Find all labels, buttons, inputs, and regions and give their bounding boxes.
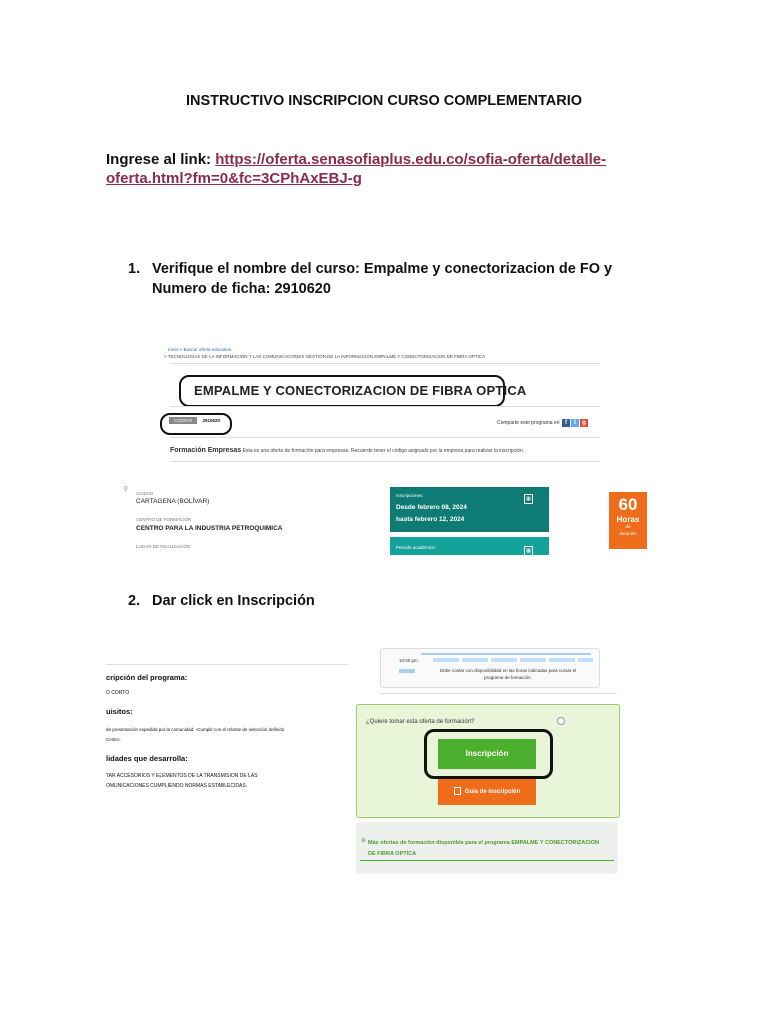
calendar-icon: ▦ bbox=[524, 546, 533, 555]
divider bbox=[106, 664, 348, 665]
habilidades-text-2: OMUNICACIONES CUMPLIENDO NORMAS ESTABLECIDAS. bbox=[106, 783, 248, 789]
ciudad-value: CARTAGENA (BOLÍVAR) bbox=[136, 498, 210, 505]
breadcrumb[interactable]: Inicio > Buscar oferta educativa bbox=[168, 347, 231, 352]
share-label: Comparte este programa en bbox=[497, 420, 560, 426]
guia-inscripcion-button[interactable] bbox=[438, 779, 536, 805]
code-badge bbox=[169, 417, 220, 424]
horas-number: 60 bbox=[618, 495, 638, 514]
breadcrumb-path: > TECNOLOGÍAS DE LA INFORMACIÓN Y LAS COMUNICACIONES GESTIÓN DE LA INFORMACIÓN EMPALME Y CONECTORIZACION DE FIBRA OPTICA bbox=[164, 354, 486, 359]
course-info-screenshot bbox=[120, 485, 660, 555]
link-paragraph bbox=[106, 150, 666, 188]
divider bbox=[170, 406, 600, 407]
location-pin-icon: ⚲ bbox=[123, 486, 129, 493]
schedule-slots bbox=[433, 658, 593, 662]
horas-label: Horas bbox=[616, 515, 640, 524]
step-2-text: Dar click en Inscripción bbox=[152, 593, 315, 609]
more-offers-link[interactable]: Más ofertas de formación disponible para el programa EMPALME Y CONECTORIZACION DE FIBRA OPTICA bbox=[368, 840, 599, 857]
step-2 bbox=[128, 591, 652, 611]
schedule-note: Debe contar con disponibilidad en las horas indicadas para cursar el programa de formación. bbox=[439, 668, 577, 680]
lugar-label: LUGAR DE REALIZACIÓN bbox=[136, 544, 191, 549]
more-offers-box bbox=[356, 822, 618, 874]
schedule-panel bbox=[380, 648, 600, 688]
ciudad-label: CIUDAD bbox=[136, 491, 154, 496]
periodo-label: Periodo académico: bbox=[396, 545, 436, 550]
centro-value: CENTRO PARA LA INDUSTRIA PETROQUIMICA bbox=[136, 525, 283, 532]
formacion-title: Formación Empresas bbox=[170, 447, 242, 454]
descripcion-heading: cripción del programa: bbox=[106, 673, 188, 682]
schedule-time: 10:00 pm bbox=[399, 658, 418, 663]
code-value: 2910620 bbox=[202, 418, 221, 423]
centro-label: CENTRO DE FORMACIÓN bbox=[136, 517, 192, 522]
twitter-icon[interactable]: t bbox=[571, 419, 579, 427]
step-1-number: 1. bbox=[128, 261, 141, 277]
schedule-bar bbox=[421, 653, 591, 655]
document-icon bbox=[454, 787, 461, 795]
formacion-text: Esta es una oferta de formación para empresas. Recuerde tener el código asignado por la empresa para realizar la inscripción. bbox=[241, 448, 525, 454]
divider bbox=[360, 860, 614, 861]
divider bbox=[170, 437, 600, 438]
periodo-box bbox=[390, 537, 549, 555]
step-1 bbox=[128, 259, 652, 299]
program-description-screenshot bbox=[106, 665, 356, 805]
duracion-badge bbox=[609, 492, 647, 549]
inscripcion-button[interactable]: Inscripción bbox=[438, 739, 536, 769]
de-label: de bbox=[625, 524, 631, 529]
google-plus-icon[interactable]: g bbox=[580, 419, 588, 427]
calendar-icon: ▦ bbox=[524, 494, 533, 504]
inscripciones-from: Desde febrero 08, 2024 bbox=[396, 504, 467, 511]
course-title: EMPALME Y CONECTORIZACION DE FIBRA OPTICA bbox=[194, 383, 527, 398]
document-title: INSTRUCTIVO INSCRIPCION CURSO COMPLEMENTARIO bbox=[185, 93, 583, 109]
question-text: ¿Quiere tomar esta oferta de formación? bbox=[366, 719, 475, 725]
info-icon: ⊕ bbox=[361, 838, 367, 844]
requisitos-heading: uisitos: bbox=[106, 707, 133, 716]
help-icon[interactable] bbox=[557, 717, 565, 725]
divider bbox=[170, 363, 600, 364]
inscripciones-to: hasta febrero 12, 2024 bbox=[396, 516, 465, 523]
guia-label: Guía de inscripción bbox=[464, 789, 521, 795]
course-screenshot bbox=[164, 343, 604, 465]
requisitos-text: de presentación expedida por la comunidad. -Cumplir con el trámite de selección definido bbox=[106, 727, 285, 732]
requisitos-text-2: Centro. bbox=[106, 737, 121, 742]
legend-swatch bbox=[399, 669, 415, 673]
divider bbox=[170, 461, 600, 462]
course-link[interactable]: https://oferta.senasofiaplus.edu.co/sofia-oferta/detalle-oferta.html?fm=0&fc=3CPhAxEBJ-g bbox=[106, 151, 607, 187]
link-label: Ingrese al link: bbox=[106, 151, 216, 168]
duracion-label: duración bbox=[619, 531, 637, 536]
step-1-text: Verifique el nombre del curso: Empalme y conectorizacion de FO y Numero de ficha: 2910620 bbox=[152, 261, 613, 297]
inscripciones-box bbox=[390, 487, 549, 532]
descripcion-value: O CORTO bbox=[106, 690, 130, 696]
inscripcion-panel bbox=[356, 704, 620, 818]
code-label: CÓDIGO bbox=[169, 417, 197, 424]
inscripciones-label: Inscripciones: bbox=[396, 493, 424, 498]
share-row bbox=[497, 419, 588, 427]
formacion-notice bbox=[170, 447, 524, 454]
habilidades-text-1: TAR ACCESORIOS Y ELEMENTOS DE LA TRANSMISION DE LAS bbox=[106, 773, 258, 779]
step-2-number: 2. bbox=[128, 593, 141, 609]
divider bbox=[380, 693, 617, 694]
facebook-icon[interactable]: f bbox=[562, 419, 570, 427]
habilidades-heading: lidades que desarrolla: bbox=[106, 754, 188, 763]
